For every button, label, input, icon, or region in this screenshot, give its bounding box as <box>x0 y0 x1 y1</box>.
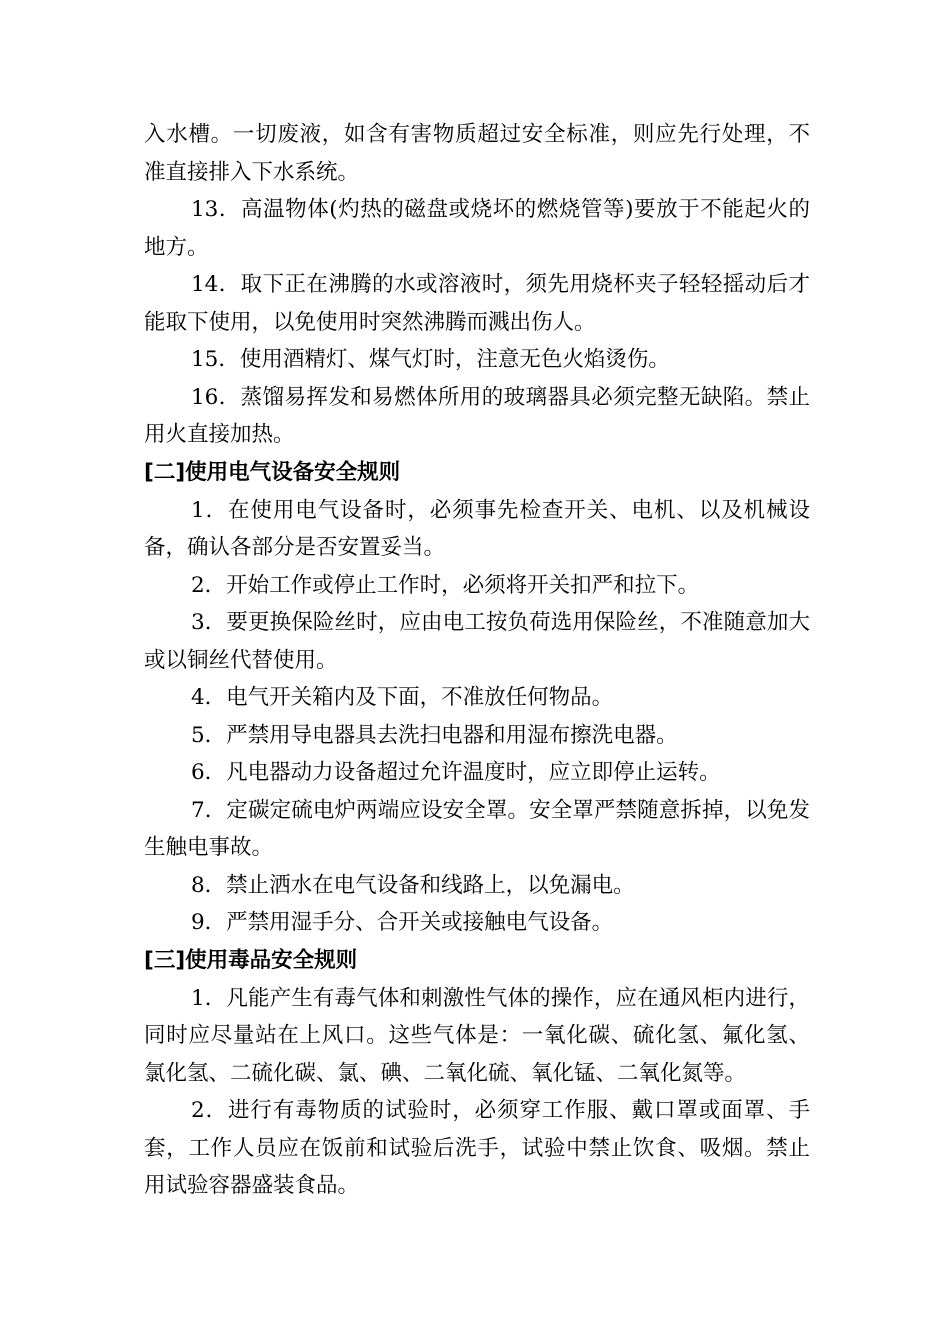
paragraph-continuation: 入水槽。一切废液，如含有害物质超过安全标准，则应先行处理，不准直接排入下水系统。 <box>144 122 810 185</box>
electrical-rule-1: 1．在使用电气设备时，必须事先检查开关、电机、以及机械设备，确认各部分是否安置妥当。 <box>144 497 810 560</box>
section-heading-toxic: [三]使用毒品安全规则 <box>144 947 358 973</box>
toxic-rule-2: 2．进行有毒物质的试验时，必须穿工作服、戴口罩或面罩、手套，工作人员应在饭前和试验后洗手，试验中禁止饮食、吸烟。禁止用试验容器盛装食品。 <box>144 1098 810 1198</box>
electrical-rule-9: 9．严禁用湿手分、合开关或接触电气设备。 <box>191 910 614 935</box>
electrical-rule-4: 4．电气开关箱内及下面，不准放任何物品。 <box>191 685 614 710</box>
electrical-rule-8: 8．禁止洒水在电气设备和线路上，以免漏电。 <box>191 872 635 898</box>
electrical-rule-5: 5．严禁用导电器具去洗扫电器和用湿布擦洗电器。 <box>191 722 678 748</box>
toxic-rule-1: 1．凡能产生有毒气体和刺激性气体的操作，应在通风柜内进行，同时应尽量站在上风口。这些气体是：一氧化碳、硫化氢、氟化氢、氯化氢、二硫化碳、氯、碘、二氧化硫、氧化锰、二氧化氮等。 <box>144 985 810 1086</box>
section-heading-electrical: [二]使用电气设备安全规则 <box>144 459 401 485</box>
rule-item-13: 13．高温物体(灼热的磁盘或烧坏的燃烧管等)要放于不能起火的地方。 <box>144 197 810 260</box>
electrical-rule-3: 3．要更换保险丝时，应由电工按负荷选用保险丝，不准随意加大或以铜丝代替使用。 <box>144 610 810 673</box>
electrical-rule-7: 7．定碳定硫电炉两端应设安全罩。安全罩严禁随意拆掉，以免发生触电事故。 <box>144 797 810 860</box>
rule-item-15: 15．使用酒精灯、煤气灯时，注意无色火焰烫伤。 <box>191 347 670 372</box>
document-page <box>144 116 810 1205</box>
electrical-rule-6: 6．凡电器动力设备超过允许温度时，应立即停止运转。 <box>191 760 721 785</box>
electrical-rule-2: 2．开始工作或停止工作时，必须将开关扣严和拉下。 <box>191 572 700 598</box>
rule-item-16: 16．蒸馏易挥发和易燃体所用的玻璃器具必须完整无缺陷。禁止用火直接加热。 <box>144 384 810 447</box>
rule-item-14: 14．取下正在沸腾的水或溶液时，须先用烧杯夹子轻轻摇动后才能取下使用，以免使用时突然沸腾而溅出伤人。 <box>144 272 810 335</box>
